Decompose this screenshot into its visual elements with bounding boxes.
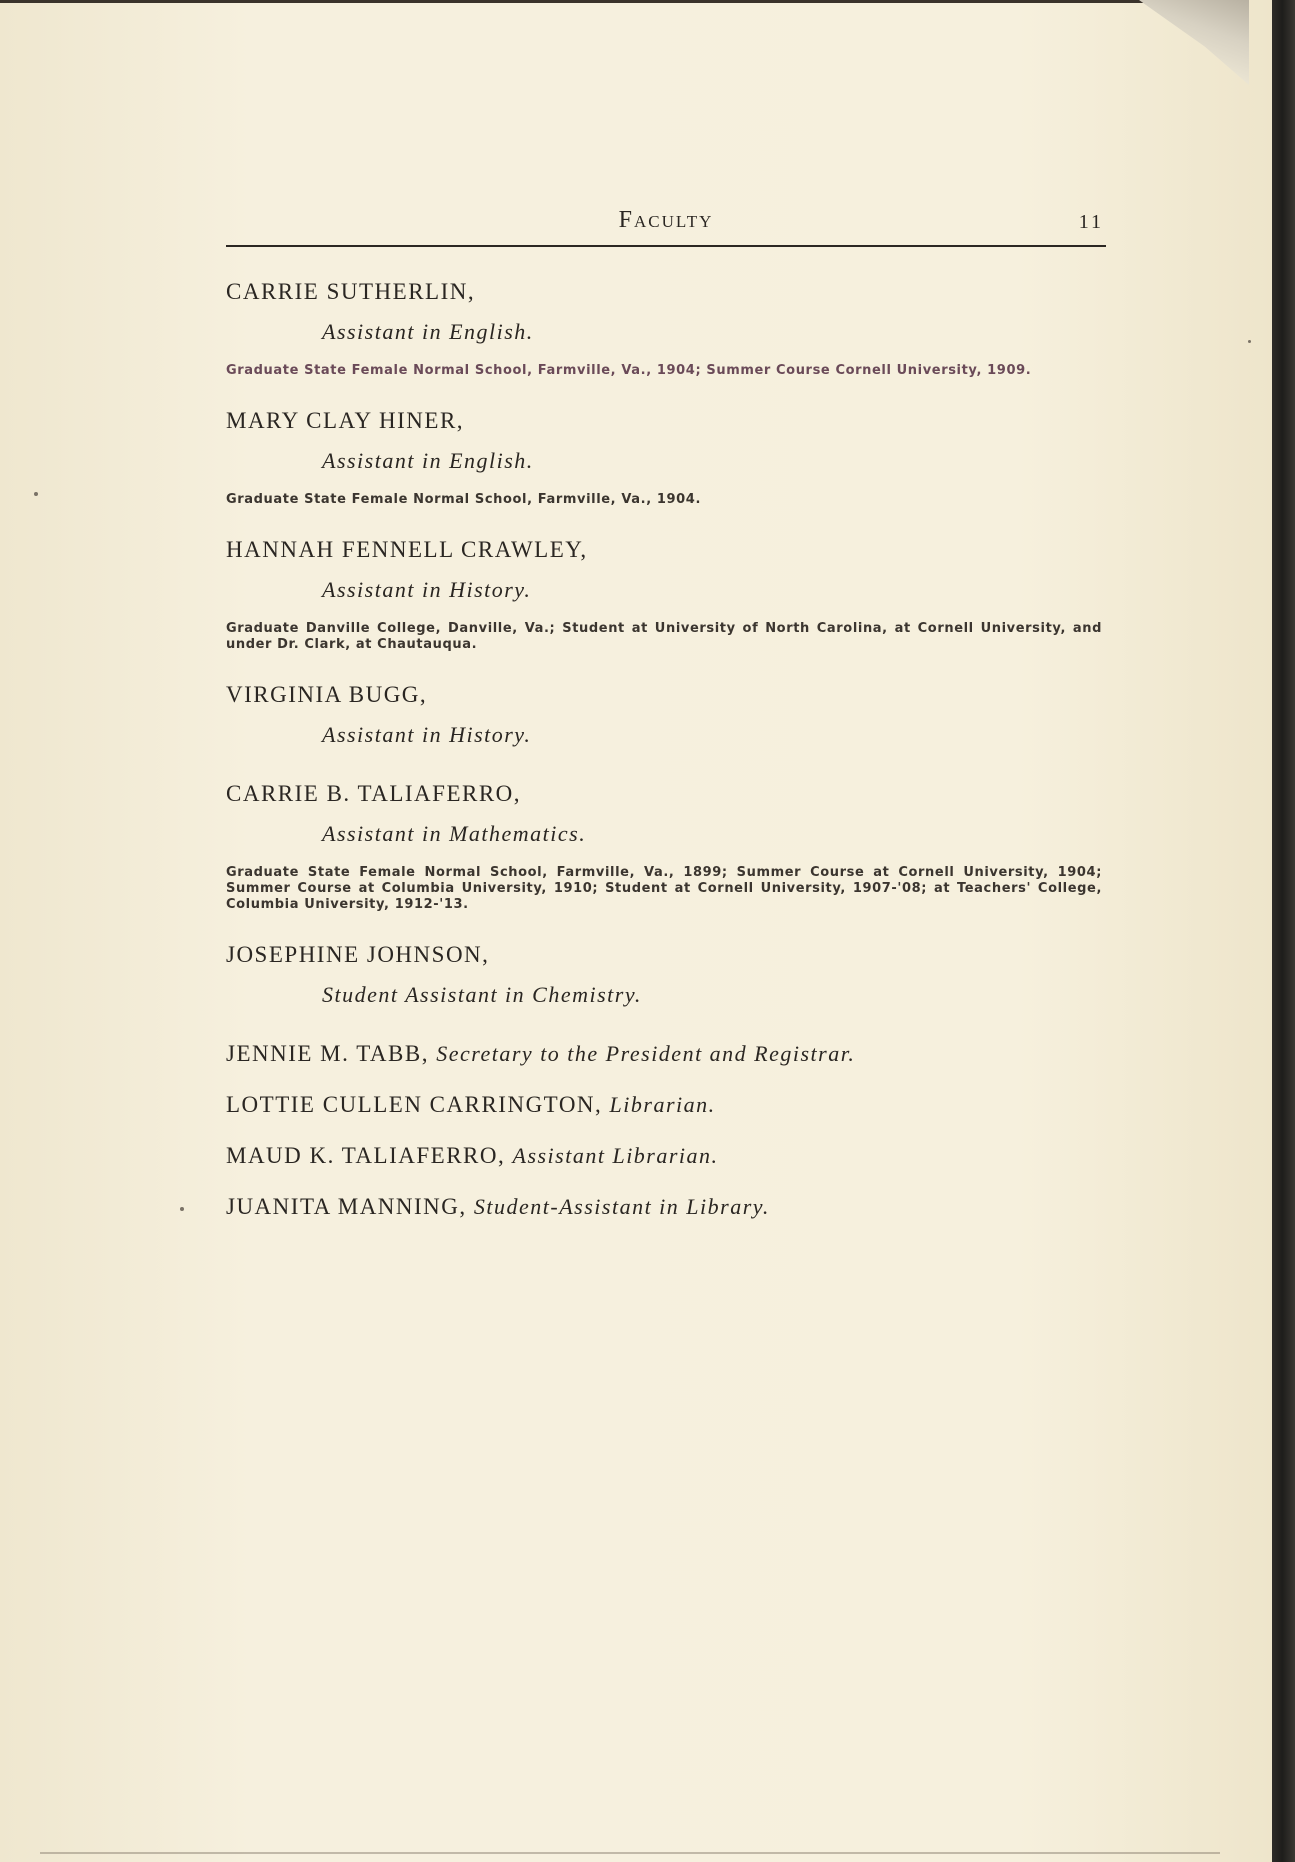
staff-entry — [226, 1088, 1106, 1122]
staff-name: JENNIE M. TABB, — [226, 1041, 429, 1066]
page-top-edge — [0, 0, 1240, 3]
faculty-entry — [226, 533, 1106, 653]
running-head — [226, 205, 1106, 247]
faculty-role: Assistant in History. — [322, 722, 532, 747]
faculty-name: CARRIE SUTHERLIN, — [226, 279, 476, 304]
staff-name: JUANITA MANNING, — [226, 1194, 467, 1219]
faculty-entry — [226, 404, 1106, 508]
faculty-name: HANNAH FENNELL CRAWLEY, — [226, 537, 588, 562]
page-bottom-edge — [40, 1852, 1220, 1854]
faculty-entries — [226, 275, 1106, 1012]
faculty-role: Assistant in History. — [322, 577, 532, 602]
running-title: Faculty — [618, 207, 714, 233]
faculty-name: MARY CLAY HINER, — [226, 408, 465, 433]
staff-role: Student-Assistant in Library. — [473, 1194, 770, 1219]
faculty-entry — [226, 678, 1106, 752]
faculty-entry — [226, 938, 1106, 1012]
faculty-name: VIRGINIA BUGG, — [226, 682, 428, 707]
faculty-role: Student Assistant in Chemistry. — [322, 982, 642, 1007]
staff-role: Assistant Librarian. — [512, 1143, 719, 1168]
faculty-role: Assistant in English. — [322, 448, 534, 473]
staff-entry — [226, 1190, 1106, 1224]
staff-role: Librarian. — [609, 1092, 716, 1117]
staff-entry — [226, 1037, 1106, 1071]
faculty-role: Assistant in English. — [322, 319, 534, 344]
faculty-credentials: Graduate State Female Normal School, Farmville, Va., 1899; Summer Course at Cornell University, 1904; Summer Course at Columbia University, 1910; Student at Cornell University, 1907-'08; at Teachers' College, Columbia University, 1912-'13. — [226, 865, 1102, 912]
paper-speck — [34, 492, 38, 496]
staff-list — [226, 1037, 1106, 1224]
page-content — [226, 205, 1106, 1241]
staff-name: MAUD K. TALIAFERRO, — [226, 1143, 506, 1168]
page-corner-curl — [1139, 0, 1249, 85]
staff-name: LOTTIE CULLEN CARRINGTON, — [226, 1092, 603, 1117]
faculty-entry — [226, 777, 1106, 913]
faculty-role: Assistant in Mathematics. — [322, 821, 587, 846]
faculty-credentials: Graduate State Female Normal School, Farmville, Va., 1904; Summer Course Cornell University, 1909. — [226, 363, 1032, 378]
staff-entry — [226, 1139, 1106, 1173]
faculty-credentials: Graduate Danville College, Danville, Va.; Student at University of North Carolina, at Cornell University, and under Dr. Clark, at Chautauqua. — [226, 621, 1102, 652]
book-binding-edge — [1272, 0, 1295, 1862]
page-number: 11 — [1078, 211, 1104, 233]
staff-role: Secretary to the President and Registrar. — [436, 1041, 856, 1066]
paper-speck — [1248, 340, 1251, 343]
faculty-name: JOSEPHINE JOHNSON, — [226, 942, 490, 967]
faculty-credentials: Graduate State Female Normal School, Farmville, Va., 1904. — [226, 492, 701, 507]
faculty-name: CARRIE B. TALIAFERRO, — [226, 781, 522, 806]
faculty-entry — [226, 275, 1106, 379]
paper-speck — [180, 1207, 184, 1211]
